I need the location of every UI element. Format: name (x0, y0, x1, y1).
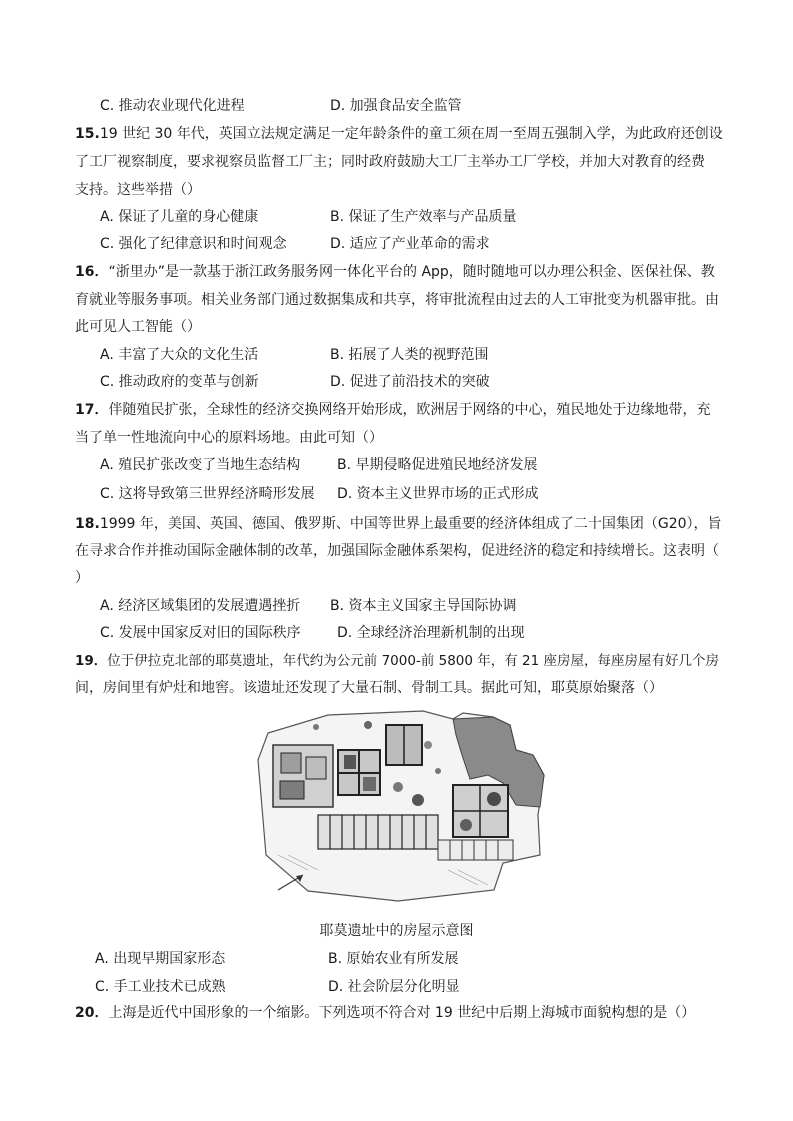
q16-option-a: A. 丰富了大众的文化生活 (100, 347, 259, 363)
yemo-site-figure (248, 705, 548, 905)
q17-line-2: 当了单一性地流向中心的原料场地。由此可知（） (75, 430, 383, 446)
q16-option-c: C. 推动政府的变革与创新 (100, 374, 259, 390)
q16-number: 16． (75, 264, 109, 280)
figure-caption: 耶莫遗址中的房屋示意图 (319, 923, 474, 939)
q20-text-1: 上海是近代中国形象的一个缩影。下列选项不符合对 19 世纪中后期上海城市面貌构想的是（） (108, 1005, 696, 1021)
q17-line-1 (75, 400, 725, 420)
q16-line-2: 育就业等服务事项。相关业务部门通过数据集成和共享，将审批流程由过去的人工审批变为机器审批。由 (75, 292, 719, 308)
q19-line-2: 间，房间里有炉灶和地窖。该遗址还发现了大量石制、骨制工具。据此可知，耶莫原始聚落（） (75, 680, 663, 696)
q18-option-a: A. 经济区域集团的发展遭遇挫折 (100, 598, 301, 614)
q18-text-1: 1999 年，美国、英国、德国、俄罗斯、中国等世界上最重要的经济体组成了二十国集团（G20），旨 (99, 516, 722, 532)
q19-option-c: C. 手工业技术已成熟 (95, 979, 226, 995)
q16-options-row-1 (0, 345, 793, 365)
q17-option-a: A. 殖民扩张改变了当地生态结构 (100, 457, 301, 473)
q19-option-b: B. 原始农业有所发展 (328, 951, 459, 967)
q16-line-3: 此可见人工智能（） (75, 319, 201, 335)
q15-option-d: D. 适应了产业革命的需求 (330, 236, 490, 252)
q17-number: 17． (75, 402, 109, 418)
q18-option-b: B. 资本主义国家主导国际协调 (330, 598, 517, 614)
q17-option-d: D. 资本主义世界市场的正式形成 (337, 486, 539, 502)
q19-options-row-2 (0, 977, 793, 997)
q16-option-d: D. 促进了前沿技术的突破 (330, 374, 490, 390)
q14-options-row-2 (0, 96, 793, 116)
q18-line-1 (75, 514, 725, 534)
q18-options-row-1 (0, 596, 793, 616)
q15-option-c: C. 强化了纪律意识和时间观念 (100, 236, 287, 252)
q19-line-1 (75, 651, 725, 671)
q17-text-1: 伴随殖民扩张，全球性的经济交换网络开始形成，欧洲居于网络的中心，殖民地处于边缘地带，充 (108, 402, 711, 418)
q15-option-b: B. 保证了生产效率与产品质量 (330, 209, 517, 225)
q18-number: 18. (75, 516, 100, 532)
q18-line-3: ） (75, 570, 89, 586)
q20-line-1 (75, 1003, 725, 1023)
q17-options-row-1 (0, 455, 793, 475)
q15-options-row-2 (0, 234, 793, 254)
q14-option-c: C. 推动农业现代化进程 (100, 98, 245, 114)
q19-option-d: D. 社会阶层分化明显 (328, 979, 460, 995)
q20-number: 20． (75, 1005, 109, 1021)
q17-option-b: B. 早期侵略促进殖民地经济发展 (337, 457, 538, 473)
q16-text-1: “浙里办”是一款基于浙江政务服务网一体化平台的 App，随时随地可以办理公积金、医保社保、教 (108, 264, 715, 280)
q15-options-row-1 (0, 207, 793, 227)
q19-text-1: 位于伊拉克北部的耶莫遗址，年代约为公元前 7000-前 5800 年，有 21 座房屋，每座房屋有好几个房 (107, 653, 720, 669)
q19-number: 19． (75, 653, 108, 669)
q15-line-3: 支持。这些举措（） (75, 182, 201, 198)
q15-line-1 (75, 124, 725, 144)
q18-option-d: D. 全球经济治理新机制的出现 (337, 625, 525, 641)
q19-option-a: A. 出现早期国家形态 (95, 951, 226, 967)
q15-line-2: 了工厂视察制度，要求视察员监督工厂主；同时政府鼓励大工厂主举办工厂学校，并加大对教育的经费 (75, 154, 705, 170)
q18-line-2: 在寻求合作并推动国际金融体制的改革，加强国际金融体系架构，促进经济的稳定和持续增长。这表明（ (75, 543, 719, 559)
q18-option-c: C. 发展中国家反对旧的国际秩序 (100, 625, 301, 641)
q19-options-row-1 (0, 949, 793, 969)
q16-line-1 (75, 262, 725, 282)
q15-number: 15. (75, 126, 100, 142)
q16-option-b: B. 拓展了人类的视野范围 (330, 347, 489, 363)
q15-text-1: 19 世纪 30 年代，英国立法规定满足一定年龄条件的童工须在周一至周五强制入学，为此政府还创设 (99, 126, 723, 142)
q16-options-row-2 (0, 372, 793, 392)
q17-option-c: C. 这将导致第三世界经济畸形发展 (100, 486, 315, 502)
q14-option-d: D. 加强食品安全监管 (330, 98, 462, 114)
q15-option-a: A. 保证了儿童的身心健康 (100, 209, 259, 225)
q18-options-row-2 (0, 623, 793, 643)
q17-options-row-2 (0, 484, 793, 504)
